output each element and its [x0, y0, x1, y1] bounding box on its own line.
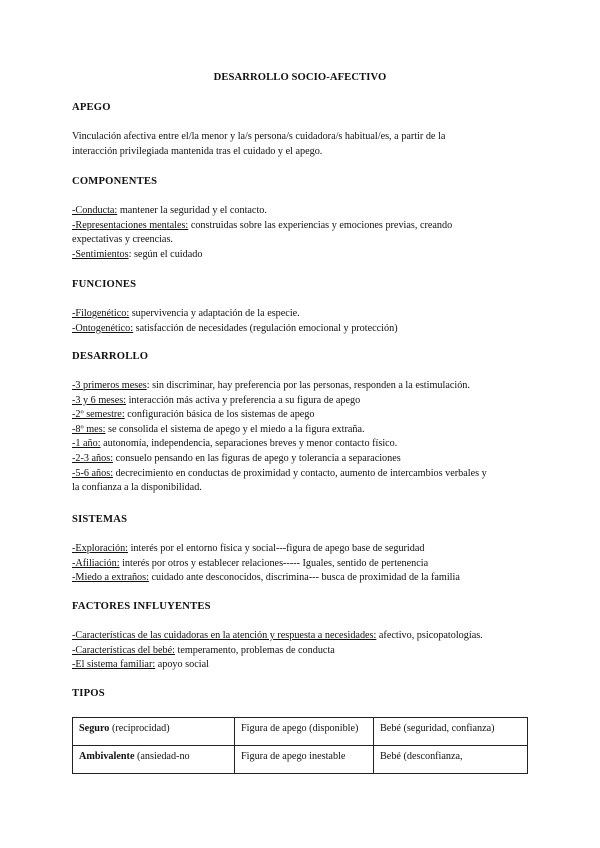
list-item — [72, 248, 532, 263]
list-item — [72, 467, 532, 482]
heading-desarrollo: DESARROLLO — [72, 351, 149, 362]
term: -Filogenético: — [72, 308, 130, 319]
heading-sistemas: SISTEMAS — [72, 514, 128, 525]
type-desc: (reciprocidad) — [109, 723, 170, 734]
term: -Afiliación: — [72, 557, 120, 569]
definition: afectivo, psicopatologías. — [376, 630, 483, 641]
term: -Ontogenético: — [72, 322, 134, 334]
type-desc: (ansiedad-no — [134, 751, 190, 762]
list-item — [72, 542, 532, 557]
definition: mantener la seguridad y el contacto. — [117, 205, 267, 216]
term: -Representaciones mentales: — [72, 219, 189, 231]
definition: decrecimiento en conductas de proximidad y contacto, aumento de intercambios verbales y — [113, 467, 487, 479]
term: -2º semestre: — [72, 409, 125, 421]
definition: supervivencia y adaptación de la especie. — [129, 308, 300, 319]
term: -Características del bebé: — [72, 644, 175, 656]
factores-list — [72, 629, 532, 673]
heading-factores: FACTORES INFLUYENTES — [72, 601, 211, 612]
definition: : según el cuidado — [128, 248, 203, 260]
table-cell-bebe: Bebé (seguridad, confianza) — [374, 718, 528, 746]
heading-tipos: TIPOS — [72, 688, 105, 699]
heading-funciones: FUNCIONES — [72, 279, 137, 290]
definition: consuelo pensando en las figuras de apego y tolerancia a separaciones — [113, 452, 401, 464]
componentes-list — [72, 204, 532, 262]
term: -Características de las cuidadoras en la atención y respuesta a necesidades: — [72, 630, 377, 641]
table-row — [73, 746, 528, 774]
sistemas-list — [72, 542, 532, 586]
definition: apoyo social — [155, 659, 209, 671]
list-item — [72, 379, 532, 394]
heading-apego: APEGO — [72, 102, 111, 113]
list-item — [72, 557, 532, 572]
definition: : sin discriminar, hay preferencia por las personas, responden a la estimulación. — [146, 380, 470, 391]
list-item — [72, 629, 532, 644]
list-item — [72, 452, 532, 467]
list-item — [72, 408, 532, 423]
list-item — [72, 307, 532, 322]
apego-line-1: Vinculación afectiva entre el/la menor y la/s persona/s cuidadora/s habitual/es, a partir de la — [72, 131, 446, 142]
list-item — [72, 437, 532, 452]
table-row — [73, 718, 528, 746]
type-name: Seguro — [79, 723, 110, 734]
list-item — [72, 219, 532, 234]
table-cell-type — [73, 746, 235, 774]
desarrollo-list — [72, 379, 532, 496]
term: -El sistema familiar: — [72, 659, 156, 671]
list-item-continuation: la confianza a la disponibilidad. — [72, 482, 202, 494]
term: -3 primeros meses — [72, 380, 147, 391]
type-name: Ambivalente — [79, 751, 135, 762]
list-item — [72, 644, 532, 659]
term: -3 y 6 meses: — [72, 394, 127, 406]
list-item — [72, 571, 532, 586]
definition: interacción más activa y preferencia a su figura de apego — [126, 394, 361, 406]
list-item — [72, 322, 532, 337]
table-cell-bebe: Bebé (desconfianza, — [374, 746, 528, 774]
term: -Sentimientos — [72, 248, 129, 260]
definition: temperamento, problemas de conducta — [174, 644, 335, 656]
definition: autonomía, independencia, separaciones breves y menor contacto físico. — [100, 438, 398, 450]
apego-paragraph — [72, 130, 532, 159]
tipos-table — [72, 717, 528, 774]
term: -1 año: — [72, 438, 101, 450]
apego-line-2: interacción privilegiada mantenida tras el cuidado y el apego. — [72, 145, 323, 157]
definition: construidas sobre las experiencias y emociones previas, creando — [188, 219, 453, 231]
heading-componentes: COMPONENTES — [72, 176, 158, 187]
table-cell-figura: Figura de apego inestable — [235, 746, 374, 774]
term: -Exploración: — [72, 543, 129, 554]
list-item — [72, 658, 532, 673]
document-title: DESARROLLO SOCIO-AFECTIVO — [213, 72, 387, 83]
list-item-continuation: expectativas y creencias. — [72, 234, 173, 246]
definition: configuración básica de los sistemas de apego — [124, 409, 315, 421]
definition: interés por el entorno física y social---figura de apego base de seguridad — [128, 543, 425, 554]
term: -Miedo a extraños: — [72, 572, 149, 584]
definition: se consolida el sistema de apego y el miedo a la figura extraña. — [105, 423, 365, 435]
term: -Conducta: — [72, 205, 118, 216]
term: -8º mes: — [72, 423, 106, 435]
list-item — [72, 394, 532, 409]
table-cell-figura: Figura de apego (disponible) — [235, 718, 374, 746]
funciones-list — [72, 307, 532, 336]
definition: satisfacción de necesidades (regulación emocional y protección) — [133, 322, 398, 334]
definition: cuidado ante desconocidos, discrimina--- busca de proximidad de la familia — [148, 572, 460, 584]
term: -2-3 años: — [72, 452, 114, 464]
table-cell-type — [73, 718, 235, 746]
term: -5-6 años: — [72, 467, 114, 479]
definition: interés por otros y establecer relaciones----- Iguales, sentido de pertenencia — [119, 557, 429, 569]
list-item — [72, 204, 532, 219]
list-item — [72, 423, 532, 438]
